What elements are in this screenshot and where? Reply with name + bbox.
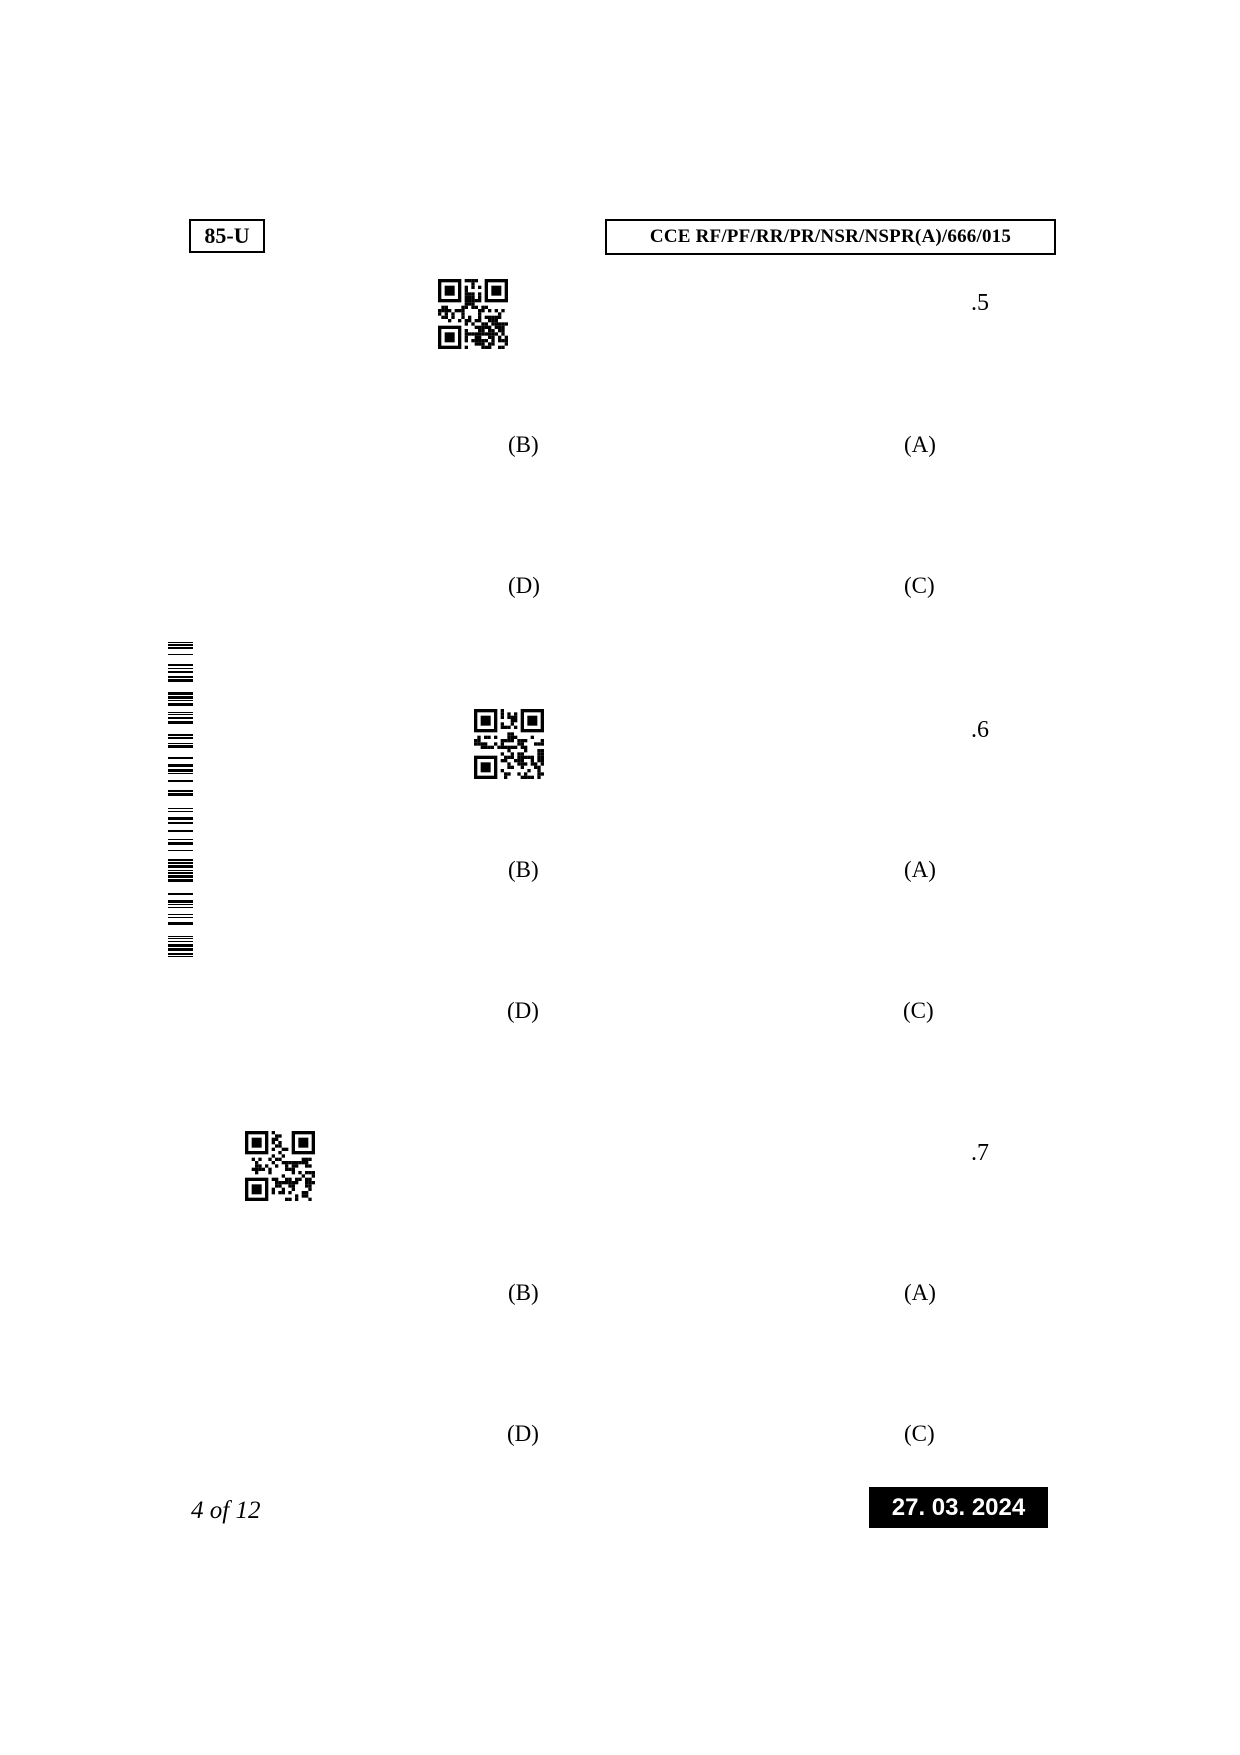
question-number: .7 — [971, 1140, 989, 1166]
qr-code-icon — [245, 1131, 315, 1201]
page-number: 4 of 12 — [191, 1497, 261, 1524]
option-label: (D) — [507, 998, 539, 1023]
paper-reference-code: CCE RF/PF/RR/PR/NSR/NSPR(A)/666/015 — [605, 219, 1056, 255]
option-label: (B) — [508, 1280, 539, 1305]
qr-code-icon — [438, 279, 508, 349]
option-label: (A) — [904, 1280, 936, 1305]
question-number: .5 — [971, 290, 989, 316]
option-label: (B) — [508, 432, 539, 457]
option-label: (A) — [904, 432, 936, 457]
option-label: (B) — [508, 857, 539, 882]
question-number: .6 — [971, 717, 989, 743]
option-label: (D) — [507, 1421, 539, 1446]
barcode-icon — [168, 633, 193, 958]
question-paper-code: 85-U — [189, 219, 265, 253]
option-label: (C) — [904, 1421, 935, 1446]
exam-date: 27. 03. 2024 — [869, 1487, 1048, 1528]
option-label: (C) — [903, 998, 934, 1023]
option-label: (C) — [904, 573, 935, 598]
option-label: (D) — [508, 573, 540, 598]
qr-code-icon — [474, 709, 544, 779]
option-label: (A) — [904, 857, 936, 882]
